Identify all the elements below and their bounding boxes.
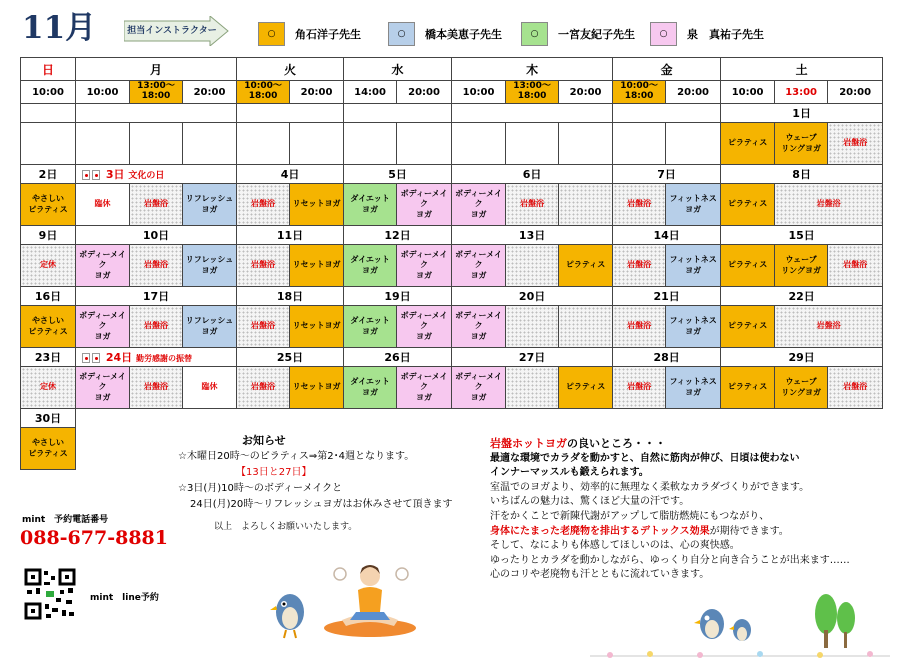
legend-name: 泉 真祐子先生	[687, 28, 764, 41]
flag-icon	[82, 170, 90, 180]
time-cell: 20:00	[397, 81, 452, 104]
date-cell: 4日	[237, 165, 344, 184]
legend-name: 角石洋子先生	[295, 28, 361, 41]
notice-closing: 以上 よろしくお願いいたします。	[214, 522, 358, 532]
notice-line: ☆3日(月)10時～のボディーメイクと	[178, 483, 343, 494]
lesson-cell[interactable]: 岩盤浴	[130, 184, 183, 226]
phone-label: mint 予約電話番号	[22, 515, 109, 525]
lesson-cell[interactable]: リフレッシュ ヨガ	[183, 245, 237, 287]
lesson-cell[interactable]: やさしい ピラティス	[21, 306, 76, 348]
hot-yoga-text: 室温でのヨガより、効率的に無理なく柔軟なカラダづくりができます。	[490, 481, 810, 493]
notice-line: ☆木曜日20時～のピラティス⇒第2･4週となります。	[178, 451, 415, 462]
lesson-cell[interactable]: 岩盤浴	[613, 306, 666, 348]
date-cell: 14日	[613, 226, 721, 245]
lesson-cell[interactable]: リセットヨガ	[290, 306, 344, 348]
lesson-cell[interactable]: 岩盤浴	[613, 245, 666, 287]
lesson-cell[interactable]: ダイエット ヨガ	[344, 245, 397, 287]
lesson-cell[interactable]: 定休	[21, 245, 76, 287]
lesson-cell[interactable]: 岩盤浴	[130, 367, 183, 409]
date-cell: 30日	[21, 409, 76, 428]
lesson-cell[interactable]: 岩盤浴	[828, 245, 883, 287]
lesson-cell[interactable]: ボディーメイク ヨガ	[397, 367, 452, 409]
lesson-cell[interactable]: 定休	[21, 367, 76, 409]
time-cell: 20:00	[559, 81, 613, 104]
lesson-cell[interactable]: ボディーメイク ヨガ	[76, 306, 130, 348]
time-cell: 10:00	[721, 81, 775, 104]
lesson-cell[interactable]: 岩盤浴	[237, 367, 290, 409]
lesson-cell[interactable]: フィットネス ヨガ	[666, 306, 721, 348]
flower-border-icon	[590, 648, 890, 662]
lesson-cell[interactable]: ピラティス	[721, 367, 775, 409]
lesson-cell[interactable]: 岩盤浴	[237, 306, 290, 348]
hot-yoga-section	[490, 437, 890, 583]
lesson-cell[interactable]: ウェーブ リングヨガ	[775, 245, 828, 287]
time-cell: 20:00	[290, 81, 344, 104]
weekday-sat: 土	[721, 58, 883, 81]
lesson-cell[interactable]: ボディーメイク ヨガ	[452, 184, 506, 226]
lesson-row	[21, 123, 883, 165]
lesson-cell[interactable]: リセットヨガ	[290, 184, 344, 226]
lesson-cell[interactable]: 岩盤浴	[613, 184, 666, 226]
lesson-cell[interactable]: ボディーメイク ヨガ	[76, 245, 130, 287]
lesson-cell[interactable]: 岩盤浴	[828, 367, 883, 409]
lesson-cell[interactable]: ボディーメイク ヨガ	[76, 367, 130, 409]
time-cell: 13:00～18:00	[506, 81, 559, 104]
time-cell: 10:00～18:00	[613, 81, 666, 104]
lesson-cell[interactable]: ボディーメイク ヨガ	[452, 367, 506, 409]
qr-code-icon[interactable]	[24, 568, 76, 620]
lesson-cell[interactable]: やさしい ピラティス	[21, 184, 76, 226]
contact-section	[20, 512, 168, 549]
date-cell: 21日	[613, 287, 721, 306]
time-cell: 13:00～18:00	[130, 81, 183, 104]
legend-instructor-2	[388, 22, 502, 46]
time-cell: 10:00	[21, 81, 76, 104]
lesson-cell[interactable]: ピラティス	[559, 367, 613, 409]
lesson-cell[interactable]: ボディーメイク ヨガ	[397, 306, 452, 348]
lesson-cell[interactable]: 岩盤浴	[237, 245, 290, 287]
date-cell: 13日	[452, 226, 613, 245]
time-cell: 10:00～18:00	[237, 81, 290, 104]
lesson-cell[interactable]: 岩盤浴	[130, 245, 183, 287]
flag-icon	[92, 353, 100, 363]
date-cell: 12日	[344, 226, 452, 245]
lesson-cell[interactable]: フィットネス ヨガ	[666, 245, 721, 287]
lesson-cell[interactable]: ウェーブ リングヨガ	[775, 123, 828, 165]
date-cell: 9日	[21, 226, 76, 245]
legend-swatch: ○	[650, 22, 677, 46]
weekday-wed: 水	[344, 58, 452, 81]
lesson-cell[interactable]: ピラティス	[721, 184, 775, 226]
lesson-cell[interactable]: ピラティス	[721, 245, 775, 287]
hot-yoga-text: いちばんの魅力は、驚くほど大量の汗です。	[490, 496, 690, 508]
lesson-cell[interactable]: リセットヨガ	[290, 367, 344, 409]
date-row	[21, 287, 883, 306]
date-cell: 28日	[613, 348, 721, 367]
date-cell: 22日	[721, 287, 883, 306]
hot-yoga-text: インナーマッスルも鍛えられます。	[490, 467, 649, 479]
lesson-cell[interactable]: 岩盤浴	[613, 367, 666, 409]
lesson-cell[interactable]: リセットヨガ	[290, 245, 344, 287]
time-cell: 14:00	[344, 81, 397, 104]
date-cell: 5日	[344, 165, 452, 184]
legend-swatch: ○	[388, 22, 415, 46]
schedule-calendar	[20, 57, 882, 487]
lesson-cell[interactable]: 岩盤浴	[130, 306, 183, 348]
date-row	[21, 165, 883, 184]
lesson-cell[interactable]: リフレッシュ ヨガ	[183, 184, 237, 226]
date-cell: 29日	[721, 348, 883, 367]
bird-illustration-icon	[270, 580, 310, 640]
legend-instructor-4	[650, 22, 764, 46]
flag-icon	[92, 170, 100, 180]
date-cell: 8日	[721, 165, 883, 184]
date-cell: 1日	[721, 104, 883, 123]
birds-illustration-icon	[690, 598, 760, 648]
time-cell: 13:00	[775, 81, 828, 104]
date-cell: 10日	[76, 226, 237, 245]
date-cell: 23日	[21, 348, 76, 367]
notice-highlight: 【13日と27日】	[236, 467, 312, 478]
date-cell: 15日	[721, 226, 883, 245]
lesson-cell[interactable]: ピラティス	[721, 123, 775, 165]
lesson-cell[interactable]: ボディーメイク ヨガ	[397, 184, 452, 226]
hot-yoga-title: 岩盤ホットヨガの良いところ・・・	[490, 437, 666, 450]
lesson-cell[interactable]: ウェーブ リングヨガ	[775, 367, 828, 409]
lesson-cell[interactable]: フィットネス ヨガ	[666, 367, 721, 409]
weekday-header-row	[21, 58, 883, 81]
time-cell: 10:00	[76, 81, 130, 104]
lesson-cell[interactable]: 岩盤浴	[506, 184, 559, 226]
lesson-cell[interactable]: ダイエット ヨガ	[344, 184, 397, 226]
lesson-row	[21, 367, 883, 409]
weekday-fri: 金	[613, 58, 721, 81]
page-title: 11月	[22, 10, 97, 46]
lesson-cell[interactable]: リフレッシュ ヨガ	[183, 306, 237, 348]
date-cell: 17日	[76, 287, 237, 306]
notice-heading: お知らせ	[242, 434, 286, 447]
date-cell: 18日	[237, 287, 344, 306]
legend-swatch: ○	[521, 22, 548, 46]
instructor-label-arrow	[124, 16, 230, 46]
lesson-cell[interactable]: 臨休	[183, 367, 237, 409]
date-cell: 2日	[21, 165, 76, 184]
legend-name: 一宮友紀子先生	[558, 28, 635, 41]
time-cell: 20:00	[666, 81, 721, 104]
trees-illustration-icon	[808, 592, 858, 654]
date-row	[21, 409, 883, 428]
legend-swatch: ○	[258, 22, 285, 46]
weekday-thu: 木	[452, 58, 613, 81]
hot-yoga-text: 最適な環境でカラダを動かすと、自然に筋肉が伸び、日頃は使わない	[490, 452, 800, 464]
lesson-cell[interactable]: ピラティス	[559, 245, 613, 287]
date-cell: 25日	[237, 348, 344, 367]
lesson-row	[21, 184, 883, 226]
hot-yoga-text: 汗をかくことで新陳代謝がアップして脂肪燃焼にもつながり、	[490, 510, 770, 522]
date-cell: 16日	[21, 287, 76, 306]
hot-yoga-text: 心のコリや老廃物も汗とともに流れていきます。	[490, 569, 710, 581]
date-row	[21, 104, 883, 123]
lesson-cell[interactable]: 岩盤浴	[775, 184, 883, 226]
date-cell: 7日	[613, 165, 721, 184]
date-row	[21, 348, 883, 367]
lesson-row	[21, 245, 883, 287]
lesson-row	[21, 306, 883, 348]
notice-section	[170, 433, 490, 535]
lesson-cell[interactable]: 岩盤浴	[237, 184, 290, 226]
date-cell: 11日	[237, 226, 344, 245]
lesson-cell[interactable]: ダイエット ヨガ	[344, 367, 397, 409]
legend-name: 橋本美恵子先生	[425, 28, 502, 41]
date-cell: 26日	[344, 348, 452, 367]
hot-yoga-text: 身体にたまった老廃物を排出するデトックス効果が期待できます。	[490, 525, 789, 537]
date-cell: 20日	[452, 287, 613, 306]
holiday-date-cell: 3日 文化の日	[76, 165, 237, 184]
date-cell: 6日	[452, 165, 613, 184]
holiday-date-cell: 24日 勤労感謝の振替	[76, 348, 237, 367]
time-row	[21, 81, 883, 104]
yoga-woman-illustration-icon	[320, 560, 420, 640]
time-cell: 20:00	[828, 81, 883, 104]
lesson-cell[interactable]: 臨休	[76, 184, 130, 226]
lesson-cell[interactable]: 岩盤浴	[775, 306, 883, 348]
date-cell: 19日	[344, 287, 452, 306]
date-cell: 27日	[452, 348, 613, 367]
lesson-cell[interactable]: フィットネス ヨガ	[666, 184, 721, 226]
line-booking-label: mint line予約	[90, 593, 159, 603]
weekday-mon: 月	[76, 58, 237, 81]
lesson-cell[interactable]: 岩盤浴	[828, 123, 883, 165]
notice-line: 24日(月)20時～リフレッシュヨガはお休みさせて頂きます	[190, 499, 453, 510]
lesson-cell[interactable]: やさしい ピラティス	[21, 428, 76, 470]
lesson-cell[interactable]: ボディーメイク ヨガ	[452, 245, 506, 287]
lesson-cell[interactable]: ボディーメイク ヨガ	[452, 306, 506, 348]
lesson-cell[interactable]: ボディーメイク ヨガ	[397, 245, 452, 287]
legend-instructor-1	[258, 22, 361, 46]
instructor-label: 担当インストラクター	[127, 26, 217, 36]
flag-icon	[82, 353, 90, 363]
time-cell: 10:00	[452, 81, 506, 104]
lesson-cell[interactable]: ピラティス	[721, 306, 775, 348]
lesson-cell[interactable]: ダイエット ヨガ	[344, 306, 397, 348]
hot-yoga-text: ゆったりとカラダを動かしながら、ゆっくり自分と向き合うことが出来ます……	[490, 554, 850, 566]
time-cell: 20:00	[183, 81, 237, 104]
hot-yoga-text: そして、なによりも体感してほしいのは、心の爽快感。	[490, 540, 740, 552]
phone-number[interactable]: 088-677-8881	[20, 527, 168, 549]
weekday-tue: 火	[237, 58, 344, 81]
date-row	[21, 226, 883, 245]
legend-instructor-3	[521, 22, 635, 46]
weekday-sun: 日	[21, 58, 76, 81]
